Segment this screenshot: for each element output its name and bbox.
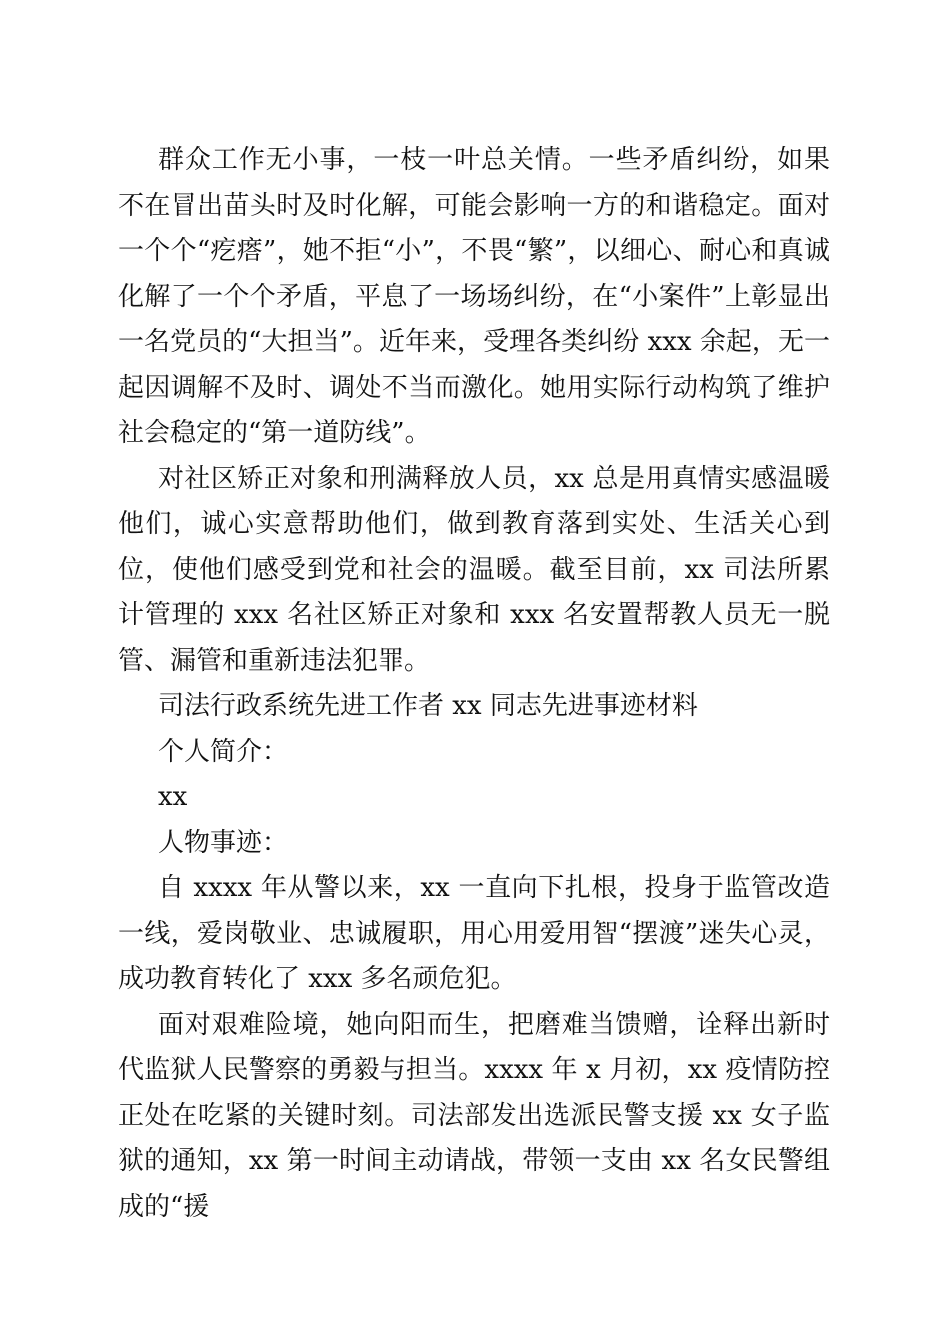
section-title: 司法行政系统先进工作者 xx 同志先进事迹材料 bbox=[158, 691, 698, 721]
document-body bbox=[118, 138, 830, 1230]
profile-name: xx bbox=[158, 782, 188, 812]
deeds-heading: 人物事迹： bbox=[158, 827, 289, 858]
paragraph-since-joining: 自 xxxx 年从警以来，xx 一直向下扎根，投身于监管改造一线，爱岗敬业、忠诚履职，用心用爱用智“摆渡”迷失心灵，成功教育转化了 xxx 多名顽危犯。 bbox=[118, 873, 830, 994]
profile-heading: 个人简介： bbox=[158, 736, 289, 767]
paragraph-community-correction: 对社区矫正对象和刑满释放人员，xx 总是用真情实感温暖他们，诚心实意帮助他们，做到教育落到实处、生活关心到位，使他们感受到党和社会的温暖。截至目前，xx 司法所累计管理的 xxx 名社区矫正对象和 xxx 名安置帮教人员无一脱管、漏管和重新违法犯罪。 bbox=[118, 463, 830, 676]
paragraph-facing-hardship: 面对艰难险境，她向阳而生，把磨难当馈赠，诠释出新时代监狱人民警察的勇毅与担当。xxxx 年 x 月初，xx 疫情防控正处在吃紧的关键时刻。司法部发出选派民警支援 xx 女子监狱的通知，xx 第一时间主动请战，带领一支由 xx 名女民警组成的“援 bbox=[118, 1009, 830, 1222]
paragraph-mediation: 群众工作无小事，一枝一叶总关情。一些矛盾纠纷，如果不在冒出苗头时及时化解，可能会影响一方的和谐稳定。面对一个个“疙瘩”，她不拒“小”，不畏“繁”，以细心、耐心和真诚化解了一个个矛盾，平息了一场场纠纷，在“小案件”上彰显出一名党员的“大担当”。近年来，受理各类纠纷 xxx 余起，无一起因调解不及时、调处不当而激化。她用实际行动构筑了维护社会稳定的“第一道防线”。 bbox=[118, 145, 830, 448]
